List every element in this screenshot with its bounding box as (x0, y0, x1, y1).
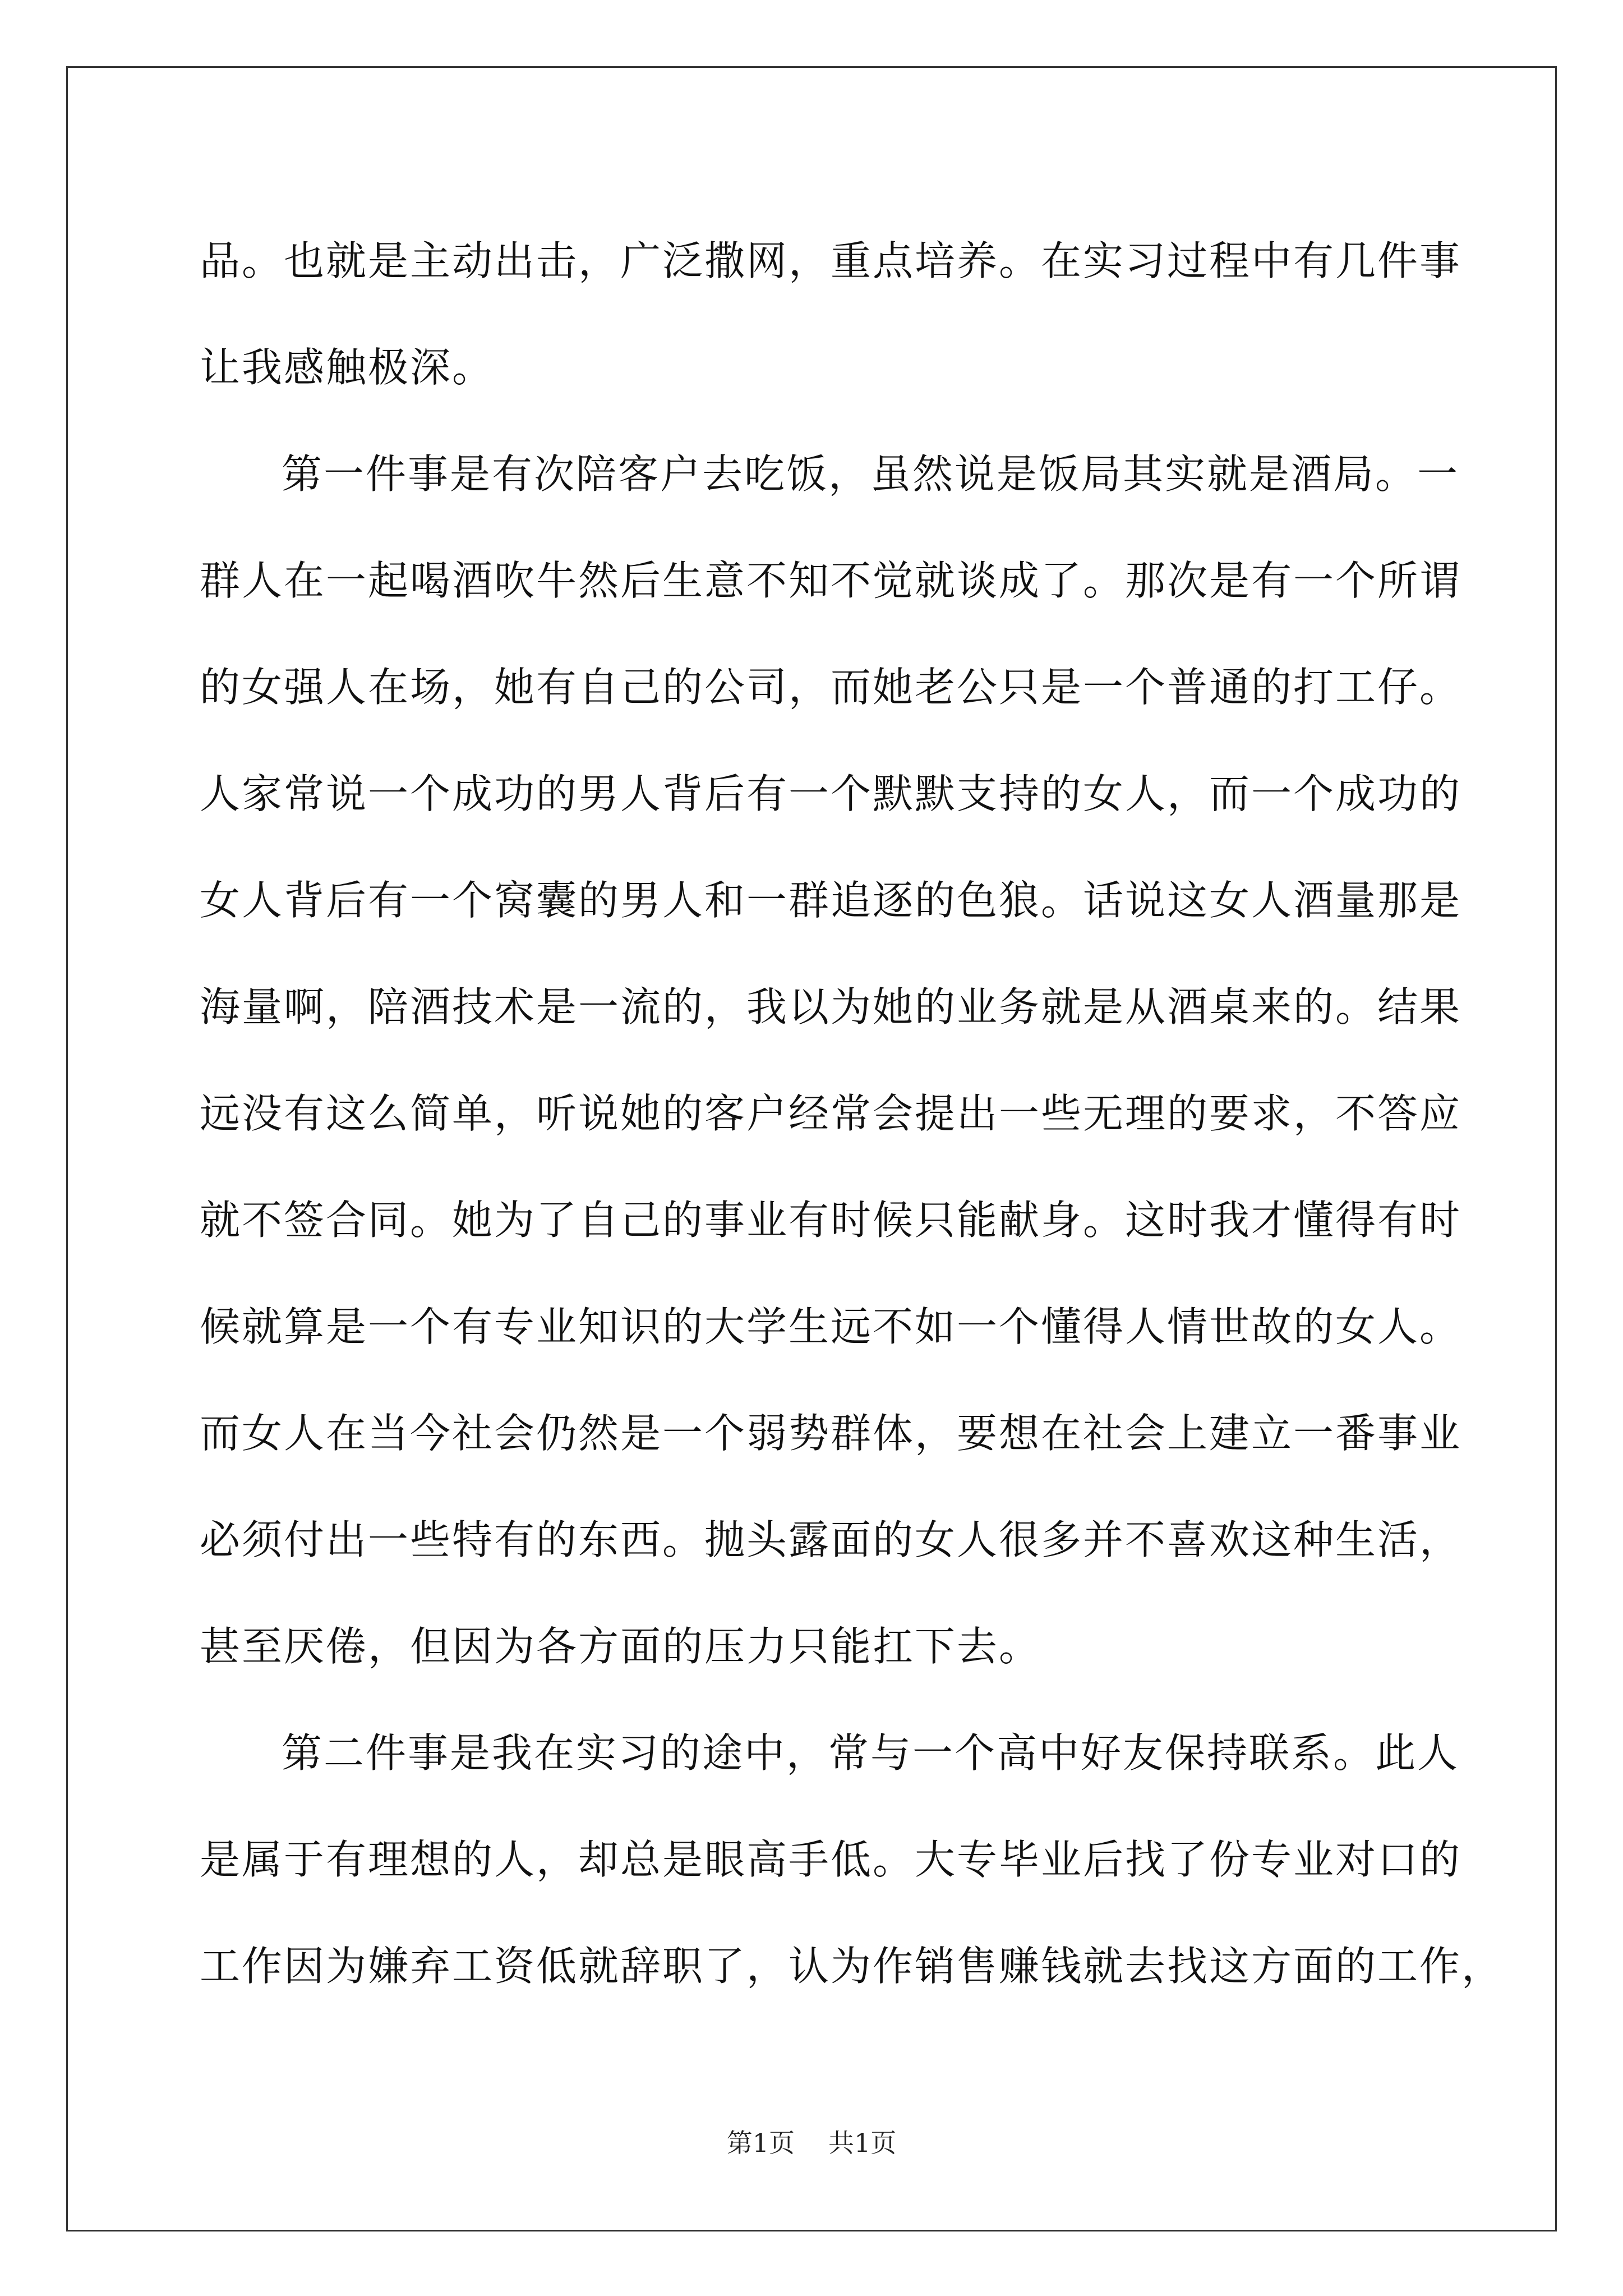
text-line: 海量啊，陪酒技术是一流的，我以为她的业务就是从酒桌来的。结果 (200, 983, 1462, 1030)
total-pages: 共1页 (828, 2128, 897, 2158)
text-line: 是属于有理想的人，却总是眼高手低。大专毕业后找了份专业对口的 (200, 1836, 1462, 1883)
text-line: 就不签合同。她为了自己的事业有时候只能献身。这时我才懂得有时 (200, 1197, 1462, 1244)
text-line: 工作因为嫌弃工资低就辞职了，认为作销售赚钱就去找这方面的工作， (200, 1943, 1504, 1990)
text-line: 远没有这么简单，听说她的客户经常会提出一些无理的要求，不答应 (200, 1090, 1462, 1137)
page-footer (0, 2126, 1623, 2160)
page-number: 第1页 (726, 2128, 795, 2158)
text-line: 品。也就是主动出击，广泛撒网，重点培养。在实习过程中有几件事 (200, 237, 1462, 284)
text-line: 群人在一起喝酒吹牛然后生意不知不觉就谈成了。那次是有一个所谓 (200, 557, 1462, 604)
text-line: 让我感触极深。 (200, 344, 495, 391)
text-line: 的女强人在场，她有自己的公司，而她老公只是一个普通的打工仔。 (200, 664, 1462, 711)
paragraph-start-line: 第一件事是有次陪客户去吃饭，虽然说是饭局其实就是酒局。一 (282, 450, 1460, 498)
text-line: 必须付出一些特有的东西。抛头露面的女人很多并不喜欢这种生活， (200, 1516, 1462, 1563)
text-line: 甚至厌倦，但因为各方面的压力只能扛下去。 (200, 1623, 1041, 1670)
document-body (200, 208, 1504, 2019)
text-line: 女人背后有一个窝囊的男人和一群追逐的色狼。话说这女人酒量那是 (200, 877, 1462, 924)
text-line: 人家常说一个成功的男人背后有一个默默支持的女人，而一个成功的 (200, 770, 1462, 817)
paragraph-start-line: 第二件事是我在实习的途中，常与一个高中好友保持联系。此人 (282, 1729, 1460, 1777)
text-line: 而女人在当今社会仍然是一个弱势群体，要想在社会上建立一番事业 (200, 1410, 1462, 1457)
text-line: 候就算是一个有专业知识的大学生远不如一个懂得人情世故的女人。 (200, 1303, 1462, 1350)
